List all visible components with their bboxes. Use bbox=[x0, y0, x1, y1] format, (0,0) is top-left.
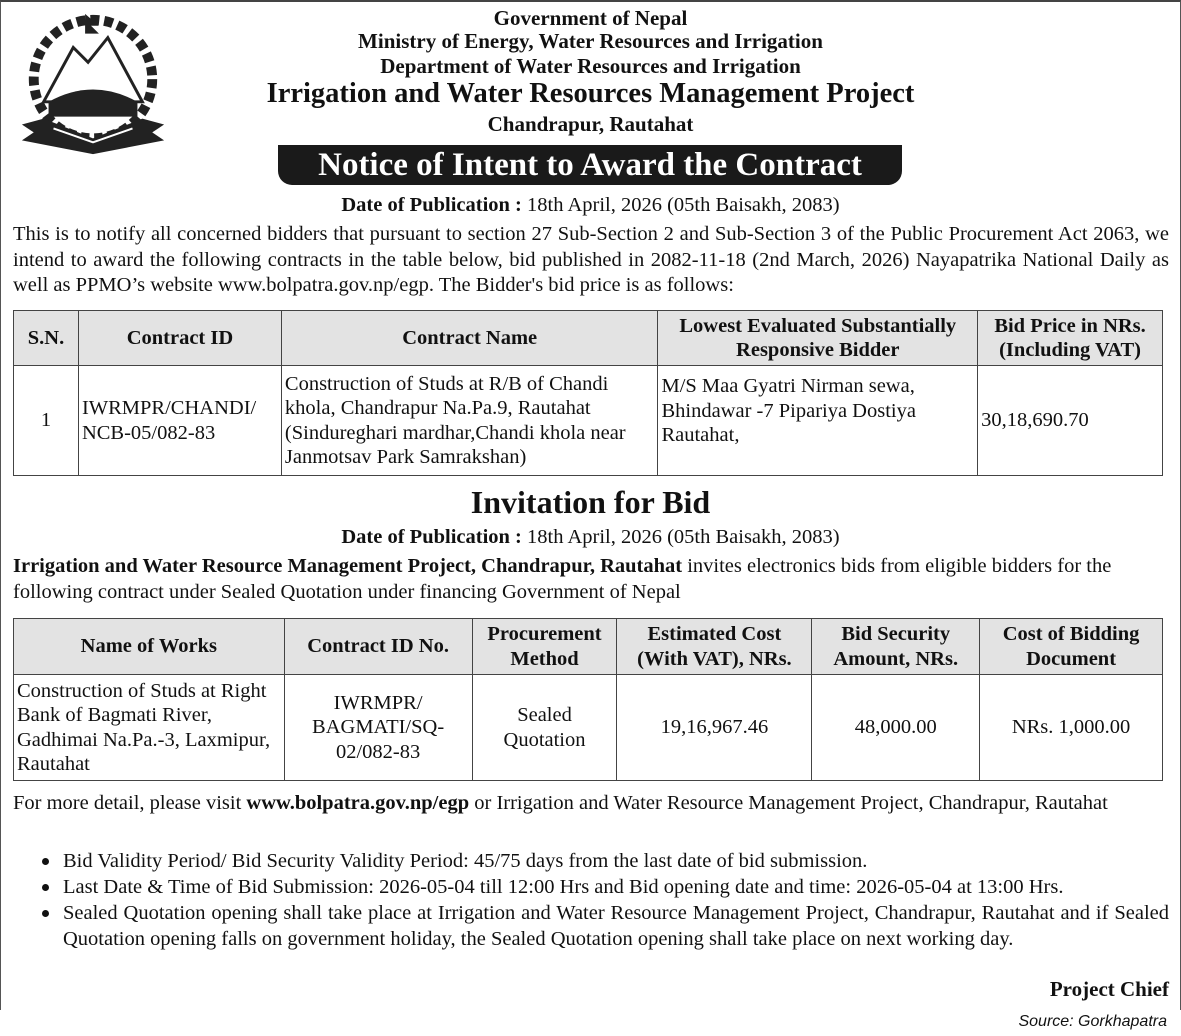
detail-suffix: or Irrigation and Water Resource Management Project, Chandrapur, Rautahat bbox=[469, 792, 1108, 814]
cell-bid-security: 48,000.00 bbox=[812, 675, 980, 781]
bolpatra-link[interactable]: www.bolpatra.gov.np/egp bbox=[246, 792, 470, 814]
cell-contract-name: Construction of Studs at R/B of Chandi khola, Chandrapur Na.Pa.9, Rautahat (Sindureghari mardhar,Chandi khola near Janmotsav Park Samrakshan) bbox=[281, 366, 658, 476]
header-procurement-method: Procurement Method bbox=[472, 619, 617, 675]
header-contract-id-no: Contract ID No. bbox=[284, 619, 472, 675]
bid-table bbox=[13, 618, 1163, 781]
intro-text: invites electronics bids from eligible bidders for the following contract under Sealed Quotation under financing Government of Nepal bbox=[13, 555, 1112, 603]
government-line: Government of Nepal bbox=[493, 6, 688, 30]
more-detail bbox=[13, 791, 1169, 817]
list-item: Sealed Quotation opening shall take place at Irrigation and Water Resource Management Project, Chandrapur, Rautahat and if Sealed Quotation opening falls on government holiday, the Sealed Quotation opening shall take place on next working day. bbox=[63, 902, 1169, 950]
date-value: 18th April, 2026 (05th Baisakh, 2083) bbox=[527, 526, 840, 548]
source-credit: Source: Gorkhapatra bbox=[1018, 1013, 1167, 1030]
terms-list bbox=[13, 848, 1169, 952]
date-label: Date of Publication : bbox=[341, 526, 522, 548]
header-cost-of-document: Cost of Bidding Document bbox=[980, 619, 1163, 675]
header-bid-security: Bid Security Amount, NRs. bbox=[812, 619, 980, 675]
header-bidder: Lowest Evaluated Substantially Responsive Bidder bbox=[658, 311, 978, 366]
signature: Project Chief bbox=[1049, 977, 1169, 1001]
table-row bbox=[14, 366, 1163, 476]
header-contract-name: Contract Name bbox=[281, 311, 658, 366]
award-table bbox=[13, 310, 1163, 476]
intro-project: Irrigation and Water Resource Management Project, Chandrapur, Rautahat bbox=[13, 555, 683, 577]
header-sn: S.N. bbox=[14, 311, 79, 366]
cell-bidder: M/S Maa Gyatri Nirman sewa, Bhindawar -7 Pipariya Dostiya Rautahat, bbox=[658, 366, 978, 476]
detail-prefix: For more detail, please visit bbox=[13, 792, 247, 814]
invitation-intro bbox=[13, 554, 1169, 605]
cell-procurement-method: Sealed Quotation bbox=[472, 675, 617, 781]
cell-estimated-cost: 19,16,967.46 bbox=[617, 675, 812, 781]
notice-intro: This is to notify all concerned bidders that pursuant to section 27 Sub-Section 2 and Sub-Section 3 of the Public Procurement Act 2063, we intend to award the following contracts in the table below, bid published in 2082-11-18 (2nd March, 2026) Nayapatrika National Daily as well as PPMO’s website www.bolpatra.gov.np/egp. The Bidder's bid price is as follows: bbox=[13, 223, 1169, 296]
invitation-publication-date bbox=[0, 526, 1181, 549]
cell-bid-price: 30,18,690.70 bbox=[978, 366, 1163, 476]
invitation-title: Invitation for Bid bbox=[470, 484, 711, 520]
header-name-of-works: Name of Works bbox=[14, 619, 285, 675]
cell-cost-of-document: NRs. 1,000.00 bbox=[980, 675, 1163, 781]
header-bid-price: Bid Price in NRs. (Including VAT) bbox=[978, 311, 1163, 366]
department-line: Department of Water Resources and Irrigation bbox=[380, 54, 801, 78]
cell-sn: 1 bbox=[14, 366, 79, 476]
project-name: Irrigation and Water Resources Management Project bbox=[266, 78, 915, 109]
date-value: 18th April, 2026 (05th Baisakh, 2083) bbox=[527, 194, 840, 216]
cell-contract-id-no: IWRMPR/ BAGMATI/SQ-02/082-83 bbox=[284, 675, 472, 781]
notice-title: Notice of Intent to Award the Contract bbox=[278, 145, 902, 185]
date-label: Date of Publication : bbox=[341, 194, 522, 216]
table-row bbox=[14, 675, 1163, 781]
list-item: Last Date & Time of Bid Submission: 2026-05-04 till 12:00 Hrs and Bid opening date and time: 2026-05-04 at 13:00 Hrs. bbox=[63, 874, 1169, 900]
cell-name-of-works: Construction of Studs at Right Bank of Bagmati River, Gadhimai Na.Pa.-3, Laxmipur, Rautahat bbox=[14, 675, 285, 781]
header-contract-id: Contract ID bbox=[78, 311, 281, 366]
notice-publication-date bbox=[0, 194, 1181, 217]
header-estimated-cost: Estimated Cost (With VAT), NRs. bbox=[617, 619, 812, 675]
project-location: Chandrapur, Rautahat bbox=[487, 112, 694, 136]
source-bar bbox=[0, 1010, 1181, 1036]
cell-contract-id: IWRMPR/CHANDI/ NCB-05/082-83 bbox=[78, 366, 281, 476]
list-item: Bid Validity Period/ Bid Security Validity Period: 45/75 days from the last date of bid submission. bbox=[63, 848, 1169, 874]
ministry-line: Ministry of Energy, Water Resources and Irrigation bbox=[358, 29, 823, 53]
